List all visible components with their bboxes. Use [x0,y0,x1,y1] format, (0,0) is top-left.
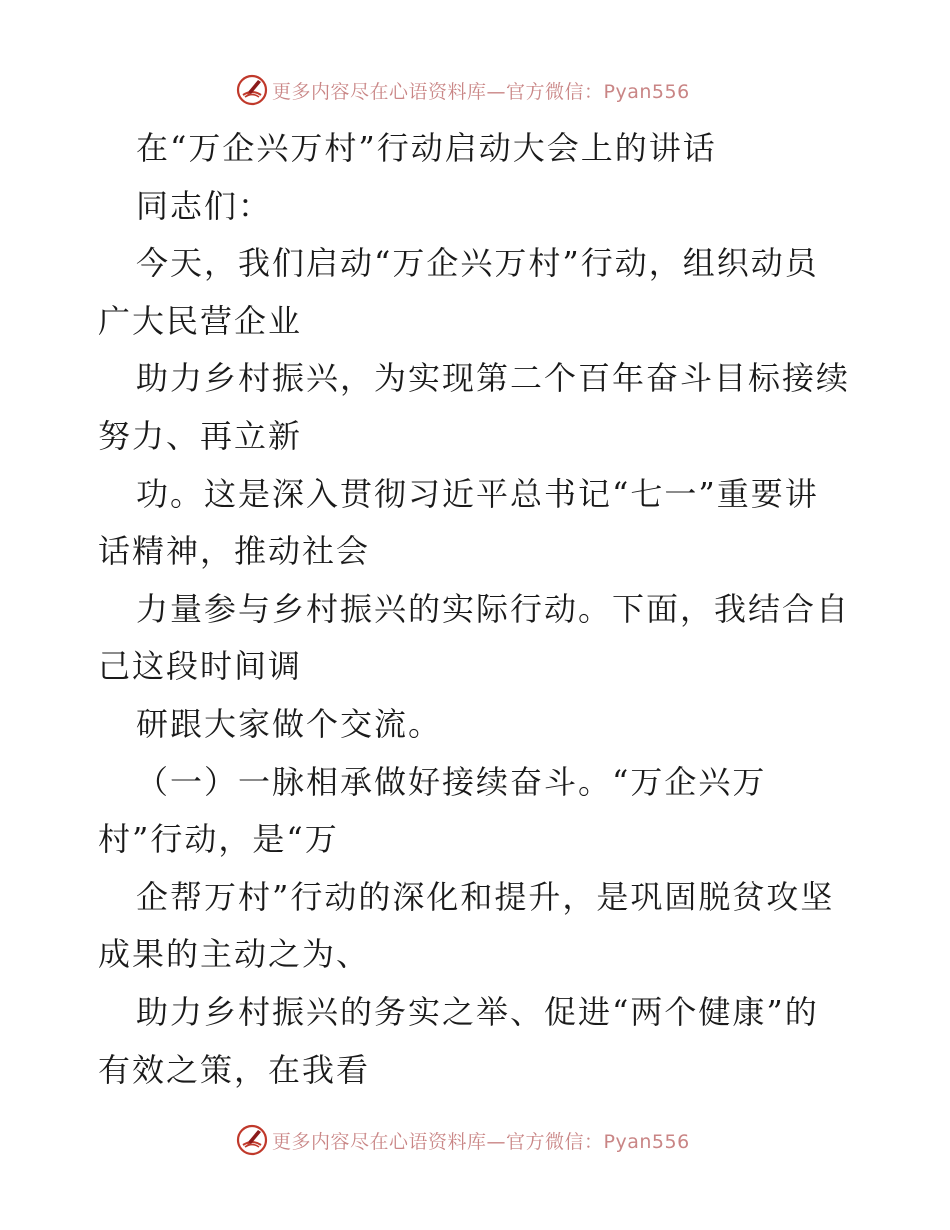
body-line: 助力乡村振兴的务实之举、促进“两个健康”的 [136,992,819,1031]
body-line: 努力、再立新 [98,416,303,455]
body-line: 己这段时间调 [98,647,303,686]
book-pen-logo-icon [236,1124,268,1156]
body-line: 话精神，推动社会 [98,532,371,571]
body-line: 研跟大家做个交流。 [136,704,443,743]
book-pen-logo-icon [236,74,268,106]
body-line: 力量参与乡村振兴的实际行动。下面，我结合自 [136,589,851,628]
body-line: 成果的主动之为、 [98,935,371,974]
body-line: 助力乡村振兴，为实现第二个百年奋斗目标接续 [136,359,851,398]
section-heading: （一）一脉相承做好接续奋斗。“万企兴万 [136,762,767,801]
body-line: 今天，我们启动“万企兴万村”行动，组织动员 [136,244,819,283]
salutation: 同志们： [136,186,273,225]
body-line: 广大民营企业 [98,301,303,340]
banner-text: 更多内容尽在心语资料库—官方微信：Pyan556 [272,1130,690,1153]
body-line: 有效之策，在我看 [98,1050,371,1089]
document-body [98,120,858,1099]
banner-text: 更多内容尽在心语资料库—官方微信：Pyan556 [272,80,690,103]
footer-banner [236,1122,690,1158]
body-line: 功。这是深入贯彻习近平总书记“七一”重要讲 [136,474,819,513]
document-title: 在“万企兴万村”行动启动大会上的讲话 [136,129,717,167]
body-line: 企帮万村”行动的深化和提升，是巩固脱贫攻坚 [136,877,835,916]
header-banner [236,72,690,108]
body-line: 村”行动，是“万 [98,820,339,859]
